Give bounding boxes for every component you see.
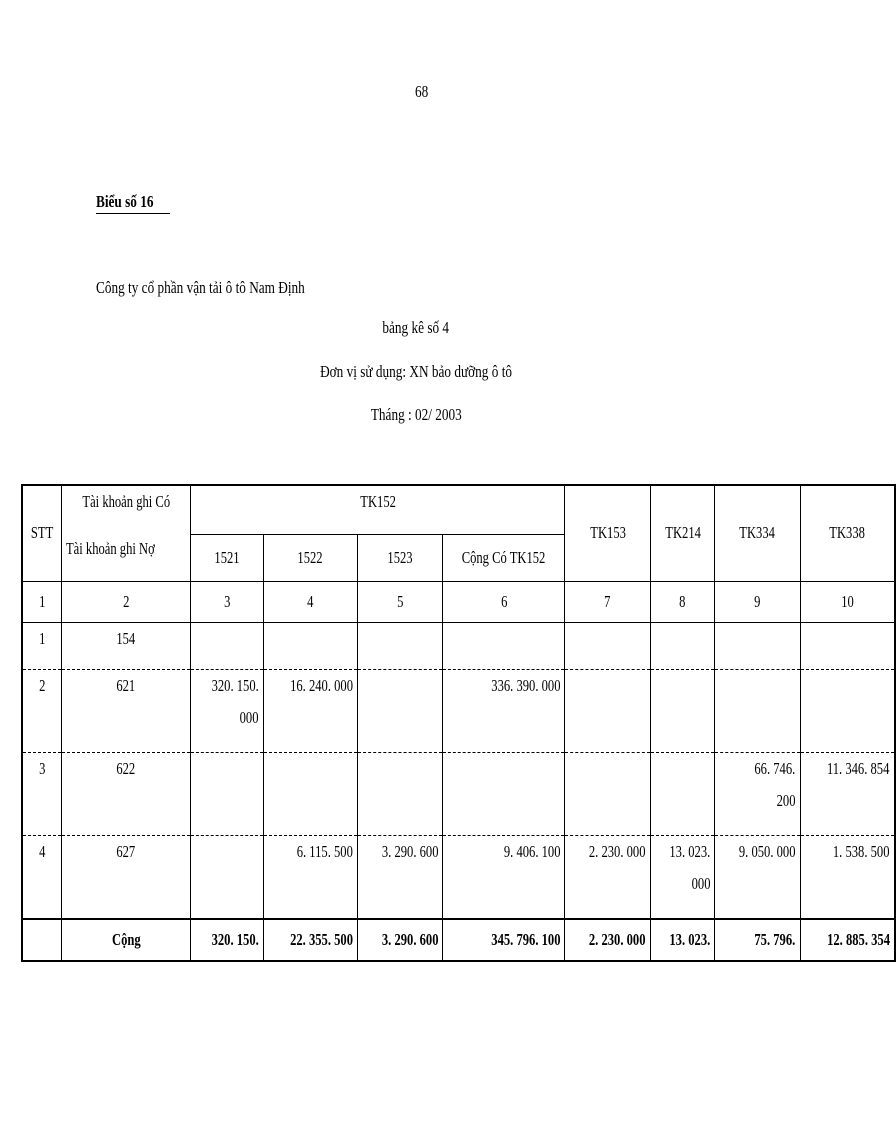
tk152-header: TK152 xyxy=(191,485,565,535)
credit-account-header: Tài khoản ghi Có xyxy=(62,485,191,535)
total-stt xyxy=(22,919,62,961)
table-row xyxy=(22,835,895,919)
page-number: 68 xyxy=(415,82,429,101)
total-334: 75. 796. xyxy=(715,919,801,961)
column-number: 6 xyxy=(443,581,565,622)
cell-338 xyxy=(800,669,895,752)
cell-153 xyxy=(565,622,651,669)
total-153: 2. 230. 000 xyxy=(565,919,651,961)
cell-1521: 320. 150. 000 xyxy=(191,669,264,752)
document-title: bảng kê số 4 xyxy=(382,318,450,337)
cell-1522: 6. 115. 500 xyxy=(263,835,357,919)
header-row xyxy=(22,485,895,535)
cell-338 xyxy=(800,622,895,669)
cell-152-total: 9. 406. 100 xyxy=(443,835,565,919)
cell-153 xyxy=(565,752,651,835)
cell-153 xyxy=(565,669,651,752)
total-label: Cộng xyxy=(62,919,191,961)
column-number: 9 xyxy=(715,581,801,622)
cell-338: 11. 346. 854 xyxy=(800,752,895,835)
row-stt: 3 xyxy=(22,752,62,835)
stt-header: STT xyxy=(22,485,62,581)
table-row xyxy=(22,752,895,835)
total-1522: 22. 355. 500 xyxy=(263,919,357,961)
total-1523: 3. 290. 600 xyxy=(357,919,443,961)
cell-153: 2. 230. 000 xyxy=(565,835,651,919)
cell-1521 xyxy=(191,622,264,669)
column-number: 3 xyxy=(191,581,264,622)
total-1521: 320. 150. xyxy=(191,919,264,961)
row-account: 627 xyxy=(62,835,191,919)
row-stt: 2 xyxy=(22,669,62,752)
cell-1521 xyxy=(191,835,264,919)
column-number: 5 xyxy=(357,581,443,622)
table-row xyxy=(22,622,895,669)
tk338-header: TK338 xyxy=(800,485,895,581)
tk214-header: TK214 xyxy=(650,485,714,581)
cell-334: 66. 746. 200 xyxy=(715,752,801,835)
sub-total152-header: Cộng Có TK152 xyxy=(443,535,565,582)
month-line: Tháng : 02/ 2003 xyxy=(370,405,462,424)
sub-1521-header: 1521 xyxy=(191,535,264,582)
cell-1523 xyxy=(357,752,443,835)
column-number: 1 xyxy=(22,581,62,622)
row-account: 622 xyxy=(62,752,191,835)
total-row xyxy=(22,919,895,961)
column-number: 7 xyxy=(565,581,651,622)
cell-1522: 16. 240. 000 xyxy=(263,669,357,752)
cell-1522 xyxy=(263,752,357,835)
total-338: 12. 885. 354 xyxy=(800,919,895,961)
cell-152-total xyxy=(443,752,565,835)
table-row xyxy=(22,669,895,752)
unit-line: Đơn vị sử dụng: XN bảo dưỡng ô tô xyxy=(320,362,512,381)
cell-334: 9. 050. 000 xyxy=(715,835,801,919)
cell-334 xyxy=(715,622,801,669)
column-number-row xyxy=(22,581,895,622)
cell-1522 xyxy=(263,622,357,669)
tk334-header: TK334 xyxy=(715,485,801,581)
debit-account-header: Tài khoản ghi Nợ xyxy=(62,535,191,582)
column-number: 8 xyxy=(650,581,714,622)
sub-1522-header: 1522 xyxy=(263,535,357,582)
cell-338: 1. 538. 500 xyxy=(800,835,895,919)
total-152: 345. 796. 100 xyxy=(443,919,565,961)
column-number: 10 xyxy=(800,581,895,622)
cell-1523: 3. 290. 600 xyxy=(357,835,443,919)
cell-1521 xyxy=(191,752,264,835)
cell-152-total: 336. 390. 000 xyxy=(443,669,565,752)
row-stt: 4 xyxy=(22,835,62,919)
form-label: Biểu số 16 xyxy=(96,192,170,214)
cell-1523 xyxy=(357,622,443,669)
sub-1523-header: 1523 xyxy=(357,535,443,582)
cell-1523 xyxy=(357,669,443,752)
total-214: 13. 023. xyxy=(650,919,714,961)
row-stt: 1 xyxy=(22,622,62,669)
tk153-header: TK153 xyxy=(565,485,651,581)
cell-214 xyxy=(650,669,714,752)
company-name: Công ty cổ phần vận tải ô tô Nam Định xyxy=(96,278,305,297)
row-account: 621 xyxy=(62,669,191,752)
cell-152-total xyxy=(443,622,565,669)
cell-214: 13. 023. 000 xyxy=(650,835,714,919)
cell-334 xyxy=(715,669,801,752)
column-number: 4 xyxy=(263,581,357,622)
cell-214 xyxy=(650,622,714,669)
cell-214 xyxy=(650,752,714,835)
ledger-table xyxy=(21,484,896,962)
row-account: 154 xyxy=(62,622,191,669)
column-number: 2 xyxy=(62,581,191,622)
